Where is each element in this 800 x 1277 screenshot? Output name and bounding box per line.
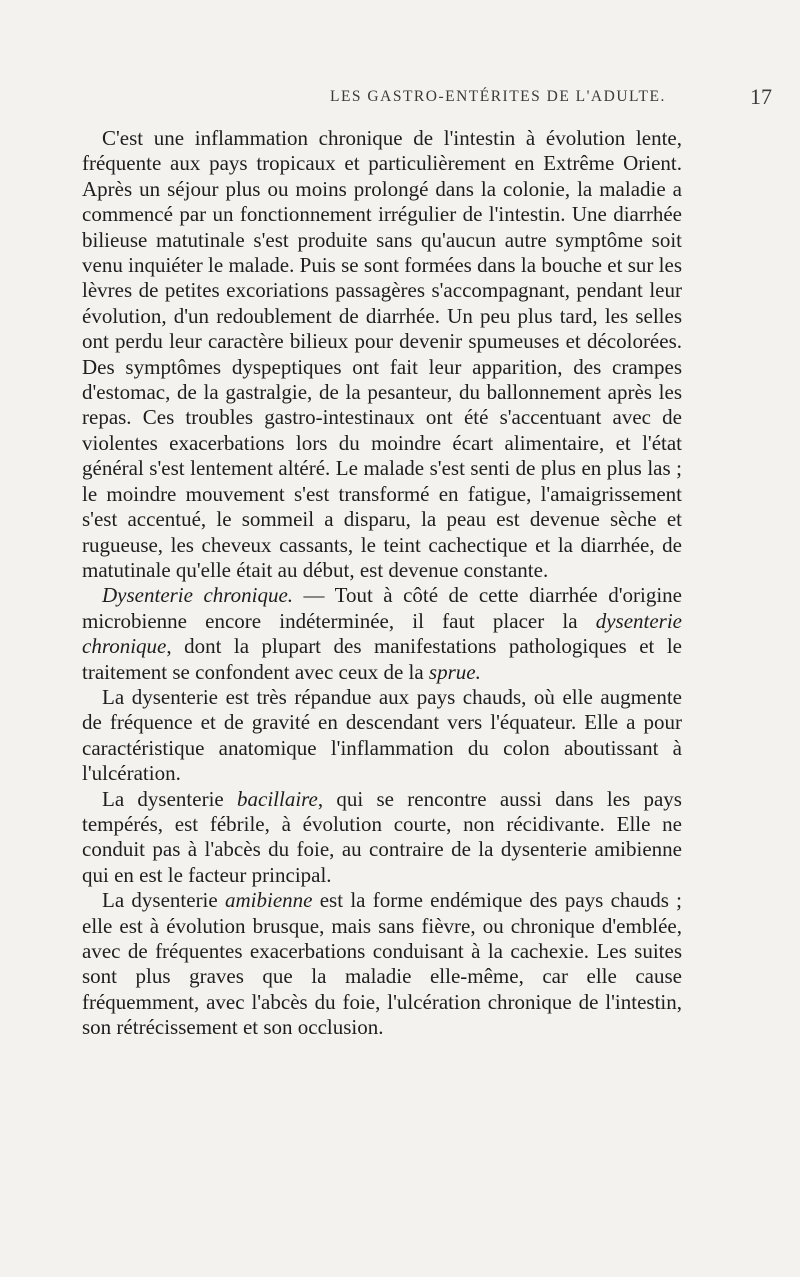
paragraph-dysenterie-chronique xyxy=(82,583,682,685)
page-header xyxy=(0,84,800,118)
emphasis-term: sprue. xyxy=(428,659,481,684)
paragraph-sprue-description xyxy=(82,126,682,583)
paragraph-dysenterie-pays-chauds xyxy=(82,685,682,787)
body-text xyxy=(82,126,682,1041)
section-lead: Dysenterie chronique. xyxy=(102,583,294,608)
paragraph-dysenterie-amibienne xyxy=(82,888,682,1040)
page-number: 17 xyxy=(750,84,772,109)
paragraph-text: — Tout à côté de cette diarrhée d'origine microbienne encore indéterminée, il faut placer la xyxy=(82,583,682,633)
paragraph-text: est la forme endémique des pays chauds ; elle est à évolution brusque, mais sans fièvre, ou chronique d'emblée, avec de fréquentes exacerbations conduisant à la cachexie. Les suites sont plus graves que la maladie elle-même, car elle cause fréquemment, avec l'abcès du foie, l'ulcération chronique de l'intestin, son rétrécissement et son occlusion. xyxy=(82,888,682,1040)
emphasis-term: bacillaire xyxy=(237,786,318,811)
paragraph-text: La dysenterie xyxy=(102,786,237,811)
paragraph-text: C'est une inflammation chronique de l'intestin à évolution lente, fréquente aux pays tropicaux et particulièrement en Extrême Orient. Après un séjour plus ou moins prolongé dans la colonie, la maladie a commencé par un fonctionnement irrégulier de l'intestin. Une diarrhée bilieuse matutinale s'est produite sans qu'aucun autre symptôme soit venu inquiéter le malade. Puis se sont formées dans la bouche et sur les lèvres de petites excoriations passagères s'accompagnant, pendant leur évolution, d'un redoublement de diarrhée. Un peu plus tard, les selles ont perdu leur caractère bilieux pour devenir spumeuses et décolorées. Des symptômes dyspeptiques ont fait leur apparition, des crampes d'estomac, de la gastralgie, de la pesanteur, du ballonnement après les repas. Ces troubles gastro-intestinaux ont été s'accentuant avec de violentes exacerbations lors du moindre écart alimentaire, et l'état général s'est lentement altéré. Le malade s'est senti de plus en plus las ; le moindre mouvement s'est transformé en fatigue, l'amaigrissement s'est accentué, le sommeil a disparu, la peau est devenue sèche et rugueuse, les cheveux cassants, le teint cachectique et la diarrhée, de matutinale qu'elle était au début, est devenue constante. xyxy=(82,126,682,582)
emphasis-term: dysenterie chronique xyxy=(82,608,682,659)
emphasis-term: amibienne xyxy=(224,888,313,913)
paragraph-dysenterie-bacillaire xyxy=(82,787,682,889)
paragraph-text: La dysenterie xyxy=(102,888,225,913)
running-title: LES GASTRO-ENTÉRITES DE L'ADULTE. xyxy=(330,88,666,105)
paragraph-text: , qui se rencontre aussi dans les pays tempérés, est fébrile, à évolution courte, non récidivante. Elle ne conduit pas à l'abcès du foie, au contraire de la dysenterie amibienne qui en est le facteur principal. xyxy=(82,786,682,887)
paragraph-text: , dont la plupart des manifestations pathologiques et le traitement se confondent avec ceux de la xyxy=(82,634,682,684)
paragraph-text: La dysenterie est très répandue aux pays chauds, où elle augmente de fréquence et de gravité en descendant vers l'équateur. Elle a pour caractéristique anatomique l'inflammation du colon aboutissant à l'ulcération. xyxy=(82,684,682,786)
